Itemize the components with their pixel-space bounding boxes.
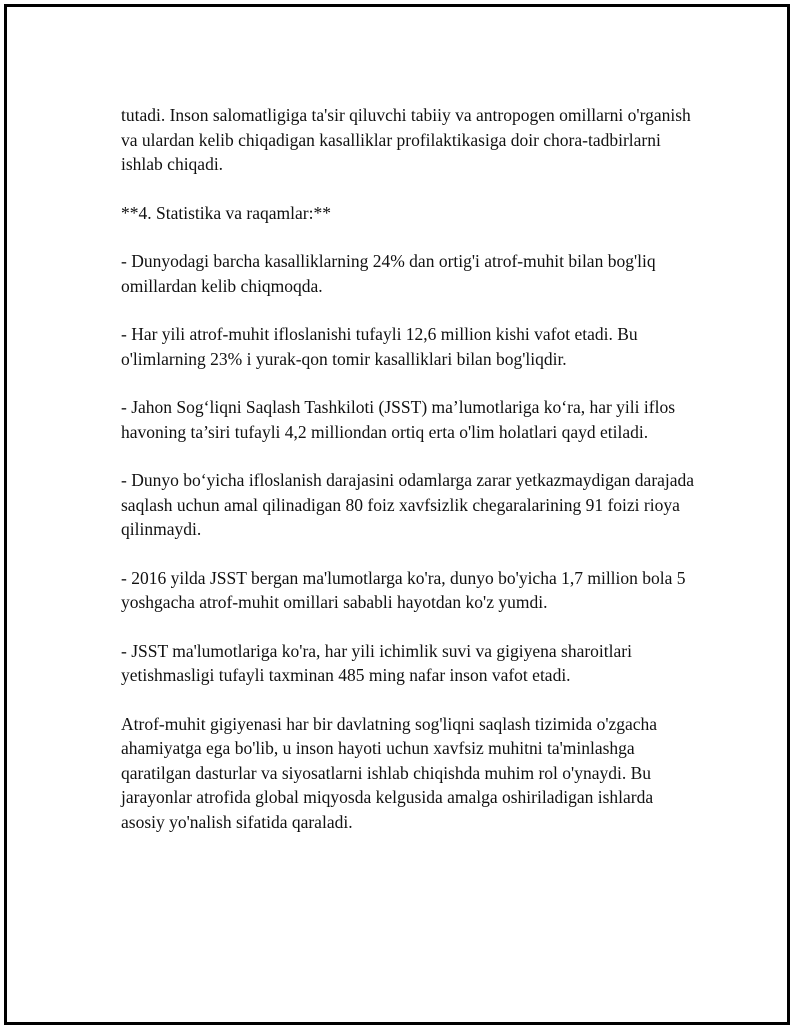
statistic-item: - 2016 yilda JSST bergan ma'lumotlarga ko'ra, dunyo bo'yicha 1,7 million bola 5 yoshgacha atrof-muhit omillari sababli hayotdan ko'z yumdi. (121, 567, 686, 612)
statistic-item: - Har yili atrof-muhit ifloslanishi tufayli 12,6 million kishi vafot etadi. Bu o'limlarning 23% i yurak-qon tomir kasalliklari bilan bog'liqdir. (121, 324, 638, 369)
conclusion-paragraph: Atrof-muhit gigiyenasi har bir davlatning sog'liqni saqlash tizimida o'zgacha ahamiyatga ega bo'lib, u inson hayoti uchun xavfsiz muhitni ta'minlashga qaratilgan dasturlar va siyosatlarni ishlab chiqishda muhim rol o'ynaydi. Bu jarayonlar atrofida global miqyosda kelgusida amalga oshiriladigan ishlarda asosiy yo'nalish sifatida qaraladi. (121, 713, 658, 832)
intro-paragraph: tutadi. Inson salomatligiga ta'sir qiluvchi tabiiy va antropogen omillarni o'rganish va ulardan kelib chiqadigan kasalliklar profilaktikasiga doir chora-tadbirlarni ishlab chiqadi. (121, 105, 691, 174)
statistic-item: - Dunyo bo‘yicha ifloslanish darajasini odamlarga zarar yetkazmaydigan darajada saqlash uchun amal qilinadigan 80 foiz xavfsizlik chegaralarining 91 foizi rioya qilinmaydi. (121, 470, 695, 539)
statistic-item: - Jahon Sog‘liqni Saqlash Tashkiloti (JSST) ma’lumotlariga ko‘ra, har yili iflos havoning ta’siri tufayli 4,2 milliondan ortiq erta o'lim holatlari qayd etiladi. (121, 397, 676, 442)
document-body (121, 103, 701, 858)
statistic-item: - JSST ma'lumotlariga ko'ra, har yili ichimlik suvi va gigiyena sharoitlari yetishmasligi tufayli taxminan 485 ming nafar inson vafot etadi. (121, 640, 632, 685)
statistic-item: - Dunyodagi barcha kasalliklarning 24% dan ortig'i atrof-muhit bilan bog'liq omillardan kelib chiqmoqda. (121, 251, 656, 296)
section-heading: **4. Statistika va raqamlar:** (121, 202, 331, 223)
document-page (4, 4, 790, 1025)
